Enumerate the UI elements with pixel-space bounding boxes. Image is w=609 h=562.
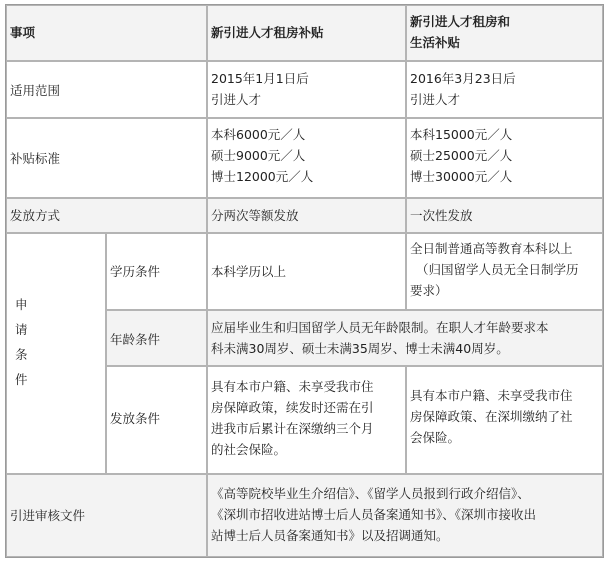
scope-col-b [406, 61, 603, 118]
documents-line3: 站博士后人员备案通知书》以及招调通知。 [211, 528, 449, 543]
conditions-label [6, 233, 106, 474]
scope-b-line2: 引进人才 [410, 92, 461, 107]
conditions-char-2: 请 [15, 322, 28, 337]
standard-a-doctor: 博士12000元／人 [211, 169, 314, 184]
education-b-line2: （归国留学人员无全日制学历 [416, 262, 579, 277]
scope-col-a [207, 61, 406, 118]
education-col-b [406, 233, 603, 310]
header-col-b-line2: 生活补贴 [410, 35, 461, 50]
issue-b-line1: 具有本市户籍、未享受我市住 [410, 388, 573, 403]
standard-col-b [406, 118, 603, 198]
issue-b-line2: 房保障政策、在深圳缴纳了社 [410, 409, 573, 424]
documents-label-text: 引进审核文件 [10, 508, 86, 523]
standard-a-master: 硕士9000元／人 [211, 148, 306, 163]
documents-line1: 《高等院校毕业生介绍信》、《留学人员报到行政介绍信》、 [211, 486, 530, 501]
issue-a-line4: 的社会保险。 [211, 442, 287, 457]
age-line2: 科未满30周岁、硕士未满35周岁、博士未满40周岁。 [211, 341, 509, 356]
method-b-text: 一次性发放 [410, 208, 473, 223]
standard-a-bachelor: 本科6000元／人 [211, 127, 306, 142]
education-label-text: 学历条件 [110, 264, 161, 279]
issue-label-text: 发放条件 [110, 411, 161, 426]
method-label [6, 198, 207, 233]
issue-a-line3: 进我市后累计在深缴纳三个月 [211, 421, 374, 436]
scope-a-line1: 2015年1月1日后 [211, 71, 309, 86]
documents-value [207, 474, 603, 557]
conditions-char-1: 申 [15, 297, 28, 312]
education-label [106, 233, 207, 310]
standard-col-a [207, 118, 406, 198]
method-a-text: 分两次等额发放 [211, 208, 299, 223]
issue-col-a [207, 366, 406, 474]
standard-b-doctor: 博士30000元／人 [410, 169, 513, 184]
age-label [106, 310, 207, 366]
education-col-a [207, 233, 406, 310]
age-value [207, 310, 603, 366]
issue-a-line1: 具有本市户籍、未享受我市住 [211, 379, 374, 394]
scope-label [6, 61, 207, 118]
issue-col-b [406, 366, 603, 474]
conditions-char-4: 件 [15, 372, 28, 387]
age-line1: 应届毕业生和归国留学人员无年龄限制。在职人才年龄要求本 [211, 320, 549, 335]
header-item [6, 5, 207, 61]
issue-label [106, 366, 207, 474]
scope-label-text: 适用范围 [10, 83, 61, 98]
header-col-a-text: 新引进人才租房补贴 [211, 25, 324, 40]
standard-b-bachelor: 本科15000元／人 [410, 127, 513, 142]
education-b-line1: 全日制普通高等教育本科以上 [410, 241, 573, 256]
header-col-b [406, 5, 603, 61]
method-col-a [207, 198, 406, 233]
scope-b-line1: 2016年3月23日后 [410, 71, 516, 86]
method-col-b [406, 198, 603, 233]
documents-label [6, 474, 207, 557]
header-col-b-line1: 新引进人才租房和 [410, 14, 511, 29]
scope-a-line2: 引进人才 [211, 92, 262, 107]
header-col-a [207, 5, 406, 61]
header-item-text: 事项 [10, 25, 36, 40]
documents-line2: 《深圳市招收进站博士后人员备案通知书》、《深圳市接收出 [211, 507, 537, 522]
age-label-text: 年龄条件 [110, 332, 161, 347]
standard-b-master: 硕士25000元／人 [410, 148, 513, 163]
issue-b-line3: 会保险。 [410, 430, 461, 445]
standard-label [6, 118, 207, 198]
issue-a-line2: 房保障政策，续发时还需在引 [211, 400, 374, 415]
education-b-line3: 要求） [410, 283, 448, 298]
education-a-text: 本科学历以上 [211, 264, 287, 279]
conditions-char-3: 条 [15, 347, 28, 362]
method-label-text: 发放方式 [10, 208, 61, 223]
standard-label-text: 补贴标准 [10, 151, 61, 166]
